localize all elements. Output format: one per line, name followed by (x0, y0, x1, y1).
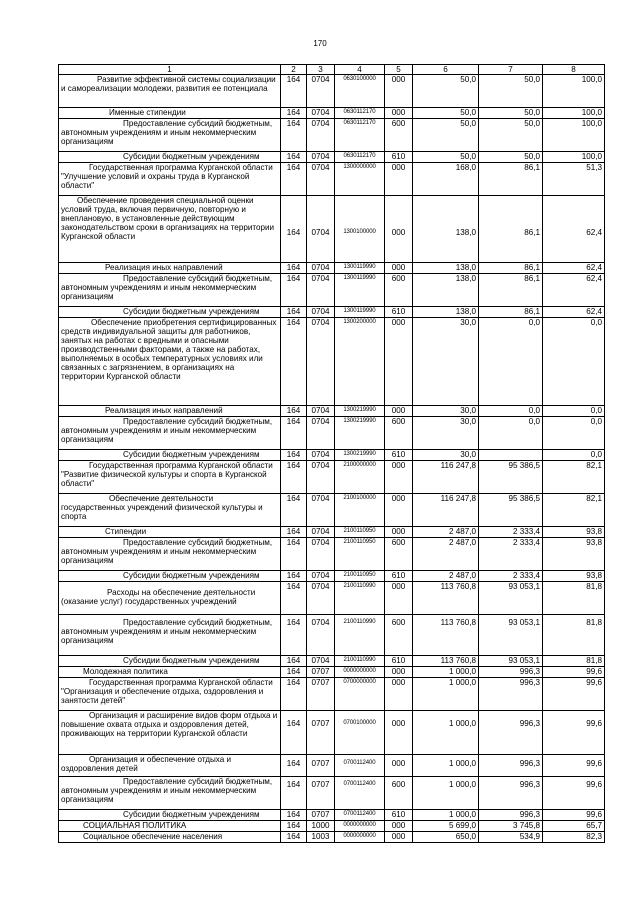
planned-amount: 1 000,0 (413, 777, 479, 810)
planned-amount: 138,0 (413, 263, 479, 274)
ministry-code: 164 (281, 810, 307, 821)
section-code: 0704 (307, 450, 335, 461)
section-code: 0704 (307, 318, 335, 406)
planned-amount: 1 000,0 (413, 678, 479, 711)
execution-percent: 0,0 (543, 450, 605, 461)
table-row (59, 263, 605, 274)
expense-type-code: 610 (385, 656, 413, 667)
execution-percent: 0,0 (543, 417, 605, 450)
target-article-code: 1300119990 (335, 307, 385, 318)
target-article-code: 0000000000 (335, 667, 385, 678)
section-code: 0704 (307, 582, 335, 615)
execution-percent: 99,6 (543, 755, 605, 777)
section-code: 0704 (307, 274, 335, 307)
expense-type-code: 000 (385, 678, 413, 711)
expense-type-code: 600 (385, 777, 413, 810)
expense-type-code: 000 (385, 163, 413, 196)
table-row (59, 494, 605, 527)
item-name: Предоставление субсидий бюджетным, автономным учреждениям и иным некоммерческим организациям (59, 777, 281, 810)
target-article-code: 0000000000 (335, 821, 385, 832)
table-row (59, 461, 605, 494)
target-article-code: 0630112170 (335, 119, 385, 152)
planned-amount: 113 760,8 (413, 656, 479, 667)
section-code: 0704 (307, 461, 335, 494)
planned-amount: 138,0 (413, 274, 479, 307)
target-article-code: 2100110990 (335, 582, 385, 615)
target-article-code: 0700112400 (335, 810, 385, 821)
expense-type-code: 000 (385, 821, 413, 832)
section-code: 0704 (307, 263, 335, 274)
section-code: 0707 (307, 755, 335, 777)
ministry-code: 164 (281, 196, 307, 263)
execution-percent: 93,8 (543, 538, 605, 571)
execution-percent: 62,4 (543, 263, 605, 274)
ministry-code: 164 (281, 538, 307, 571)
target-article-code: 1300200000 (335, 318, 385, 406)
item-name: Субсидии бюджетным учреждениям (59, 450, 281, 461)
executed-amount: 50,0 (479, 119, 543, 152)
expense-type-code: 610 (385, 571, 413, 582)
execution-percent: 93,8 (543, 527, 605, 538)
ministry-code: 164 (281, 755, 307, 777)
execution-percent: 62,4 (543, 307, 605, 318)
header-row (59, 65, 605, 75)
planned-amount: 30,0 (413, 318, 479, 406)
ministry-code: 164 (281, 527, 307, 538)
target-article-code: 0000000000 (335, 832, 385, 843)
execution-percent: 62,4 (543, 196, 605, 263)
ministry-code: 164 (281, 461, 307, 494)
section-code: 0704 (307, 307, 335, 318)
item-name: Организация и расширение видов форм отдыха и повышение охвата отдыха и оздоровления детей, проживающих на территории Курганской области (59, 711, 281, 755)
target-article-code: 0700112400 (335, 755, 385, 777)
target-article-code: 1300119990 (335, 263, 385, 274)
execution-percent: 99,6 (543, 810, 605, 821)
expense-type-code: 000 (385, 196, 413, 263)
executed-amount: 996,3 (479, 711, 543, 755)
table-row (59, 119, 605, 152)
ministry-code: 164 (281, 667, 307, 678)
executed-amount: 996,3 (479, 810, 543, 821)
execution-percent: 82,3 (543, 832, 605, 843)
execution-percent: 62,4 (543, 274, 605, 307)
planned-amount: 30,0 (413, 417, 479, 450)
executed-amount: 0,0 (479, 417, 543, 450)
execution-percent: 0,0 (543, 318, 605, 406)
expense-type-code: 600 (385, 615, 413, 656)
item-name: Субсидии бюджетным учреждениям (59, 152, 281, 163)
ministry-code: 164 (281, 307, 307, 318)
target-article-code: 0630112170 (335, 108, 385, 119)
table-row (59, 678, 605, 711)
executed-amount (479, 450, 543, 461)
execution-percent: 65,7 (543, 821, 605, 832)
item-name: Государственная программа Курганской области "Организация и обеспечение отдыха, оздоровления и занятости детей" (59, 678, 281, 711)
section-code: 1000 (307, 821, 335, 832)
header-cell: 4 (335, 65, 385, 75)
target-article-code: 1300119990 (335, 274, 385, 307)
execution-percent: 81,8 (543, 582, 605, 615)
table-row (59, 571, 605, 582)
execution-percent: 100,0 (543, 152, 605, 163)
planned-amount: 30,0 (413, 450, 479, 461)
item-name: Предоставление субсидий бюджетным, автономным учреждениям и иным некоммерческим организациям (59, 538, 281, 571)
item-name: Обеспечение проведения специальной оценки условий труда, включая первичную, повторную и внеплановую, в установленные действующим законодательством сроки в организациях на территории Курганской области (59, 196, 281, 263)
item-name: Обеспечение приобретения сертифицированных средств индивидуальной защиты для работников, занятых на работах с вредными и опасными производственными факторами, а также на работах, выполняемых в особых температурных условиях или связанных с загрязнением, в организациях на территории Курганской области (59, 318, 281, 406)
executed-amount: 0,0 (479, 406, 543, 417)
expense-type-code: 610 (385, 307, 413, 318)
expense-type-code: 000 (385, 263, 413, 274)
expense-type-code: 000 (385, 494, 413, 527)
planned-amount: 5 699,0 (413, 821, 479, 832)
executed-amount: 93 053,1 (479, 656, 543, 667)
ministry-code: 164 (281, 777, 307, 810)
item-name: Предоставление субсидий бюджетным, автономным учреждениям и иным некоммерческим организациям (59, 615, 281, 656)
table-row (59, 582, 605, 615)
executed-amount: 996,3 (479, 667, 543, 678)
section-code: 1003 (307, 832, 335, 843)
execution-percent: 100,0 (543, 75, 605, 108)
expense-type-code: 000 (385, 75, 413, 108)
expense-type-code: 610 (385, 450, 413, 461)
item-name: Расходы на обеспечение деятельности (оказание услуг) государственных учреждений (59, 582, 281, 615)
planned-amount: 1 000,0 (413, 711, 479, 755)
item-name: Предоставление субсидий бюджетным, автономным учреждениям и иным некоммерческим организациям (59, 274, 281, 307)
planned-amount: 1 000,0 (413, 667, 479, 678)
section-code: 0704 (307, 656, 335, 667)
section-code: 0704 (307, 152, 335, 163)
header-cell: 2 (281, 65, 307, 75)
section-code: 0704 (307, 163, 335, 196)
target-article-code: 0630100000 (335, 75, 385, 108)
expense-type-code: 000 (385, 667, 413, 678)
table-row (59, 527, 605, 538)
ministry-code: 164 (281, 494, 307, 527)
item-name: Именные стипендии (59, 108, 281, 119)
header-cell: 6 (413, 65, 479, 75)
planned-amount: 113 760,8 (413, 582, 479, 615)
section-code: 0704 (307, 196, 335, 263)
planned-amount: 50,0 (413, 119, 479, 152)
executed-amount: 2 333,4 (479, 527, 543, 538)
executed-amount: 93 053,1 (479, 582, 543, 615)
executed-amount: 95 386,5 (479, 461, 543, 494)
target-article-code: 1300000000 (335, 163, 385, 196)
ministry-code: 164 (281, 318, 307, 406)
expense-type-code: 610 (385, 152, 413, 163)
planned-amount: 2 487,0 (413, 527, 479, 538)
execution-percent: 93,8 (543, 571, 605, 582)
ministry-code: 164 (281, 108, 307, 119)
table-row (59, 821, 605, 832)
planned-amount: 30,0 (413, 406, 479, 417)
section-code: 0707 (307, 777, 335, 810)
executed-amount: 95 386,5 (479, 494, 543, 527)
section-code: 0704 (307, 527, 335, 538)
header-cell: 5 (385, 65, 413, 75)
target-article-code: 2100110990 (335, 656, 385, 667)
executed-amount: 86,1 (479, 307, 543, 318)
executed-amount: 86,1 (479, 163, 543, 196)
executed-amount: 996,3 (479, 777, 543, 810)
ministry-code: 164 (281, 119, 307, 152)
expense-type-code: 000 (385, 318, 413, 406)
table-row (59, 196, 605, 263)
execution-percent: 100,0 (543, 108, 605, 119)
item-name: Молодежная политика (59, 667, 281, 678)
section-code: 0707 (307, 810, 335, 821)
table-row (59, 152, 605, 163)
expense-type-code: 000 (385, 832, 413, 843)
ministry-code: 164 (281, 582, 307, 615)
table-row (59, 450, 605, 461)
section-code: 0704 (307, 615, 335, 656)
table-row (59, 832, 605, 843)
section-code: 0704 (307, 119, 335, 152)
ministry-code: 164 (281, 450, 307, 461)
table-row (59, 538, 605, 571)
table-row (59, 406, 605, 417)
ministry-code: 164 (281, 417, 307, 450)
item-name: Реализация иных направлений (59, 263, 281, 274)
section-code: 0704 (307, 417, 335, 450)
ministry-code: 164 (281, 821, 307, 832)
target-article-code: 1300219990 (335, 417, 385, 450)
execution-percent: 82,1 (543, 461, 605, 494)
executed-amount: 996,3 (479, 678, 543, 711)
header-cell: 8 (543, 65, 605, 75)
planned-amount: 50,0 (413, 108, 479, 119)
ministry-code: 164 (281, 75, 307, 108)
expense-type-code: 610 (385, 810, 413, 821)
planned-amount: 1 000,0 (413, 810, 479, 821)
table-row (59, 656, 605, 667)
table-row (59, 318, 605, 406)
planned-amount: 2 487,0 (413, 538, 479, 571)
planned-amount: 113 760,8 (413, 615, 479, 656)
table-row (59, 163, 605, 196)
table-row (59, 108, 605, 119)
item-name: Субсидии бюджетным учреждениям (59, 571, 281, 582)
executed-amount: 534,9 (479, 832, 543, 843)
planned-amount: 650,0 (413, 832, 479, 843)
ministry-code: 164 (281, 406, 307, 417)
execution-percent: 99,6 (543, 678, 605, 711)
target-article-code: 2100110990 (335, 615, 385, 656)
planned-amount: 50,0 (413, 152, 479, 163)
planned-amount: 138,0 (413, 307, 479, 318)
item-name: Обеспечение деятельности государственных учреждений физической культуры и спорта (59, 494, 281, 527)
ministry-code: 164 (281, 678, 307, 711)
executed-amount: 2 333,4 (479, 571, 543, 582)
target-article-code: 1300100000 (335, 196, 385, 263)
ministry-code: 164 (281, 711, 307, 755)
target-article-code: 0630112170 (335, 152, 385, 163)
item-name: СОЦИАЛЬНАЯ ПОЛИТИКА (59, 821, 281, 832)
table-row (59, 274, 605, 307)
target-article-code: 2100110950 (335, 527, 385, 538)
table-row (59, 417, 605, 450)
table-row (59, 810, 605, 821)
header-cell: 3 (307, 65, 335, 75)
expense-type-code: 600 (385, 119, 413, 152)
expense-type-code: 600 (385, 417, 413, 450)
ministry-code: 164 (281, 832, 307, 843)
expense-type-code: 000 (385, 527, 413, 538)
expense-type-code: 000 (385, 755, 413, 777)
executed-amount: 50,0 (479, 108, 543, 119)
ministry-code: 164 (281, 571, 307, 582)
target-article-code: 2100000000 (335, 461, 385, 494)
target-article-code: 2100110950 (335, 571, 385, 582)
item-name: Стипендии (59, 527, 281, 538)
executed-amount: 93 053,1 (479, 615, 543, 656)
section-code: 0704 (307, 494, 335, 527)
table-row (59, 755, 605, 777)
section-code: 0704 (307, 406, 335, 417)
section-code: 0704 (307, 108, 335, 119)
target-article-code: 0700112400 (335, 777, 385, 810)
item-name: Государственная программа Курганской области "Улучшение условий и охраны труда в Курганской области" (59, 163, 281, 196)
expense-type-code: 000 (385, 582, 413, 615)
item-name: Организация и обеспечение отдыха и оздоровления детей (59, 755, 281, 777)
header-cell: 1 (59, 65, 281, 75)
ministry-code: 164 (281, 274, 307, 307)
ministry-code: 164 (281, 152, 307, 163)
table-row (59, 711, 605, 755)
execution-percent: 81,8 (543, 656, 605, 667)
item-name: Субсидии бюджетным учреждениям (59, 307, 281, 318)
execution-percent: 99,6 (543, 711, 605, 755)
execution-percent: 51,3 (543, 163, 605, 196)
section-code: 0704 (307, 571, 335, 582)
planned-amount: 116 247,8 (413, 494, 479, 527)
execution-percent: 0,0 (543, 406, 605, 417)
expense-type-code: 000 (385, 711, 413, 755)
item-name: Предоставление субсидий бюджетным, автономным учреждениям и иным некоммерческим организациям (59, 119, 281, 152)
section-code: 0707 (307, 678, 335, 711)
expense-type-code: 000 (385, 406, 413, 417)
target-article-code: 2100110950 (335, 538, 385, 571)
item-name: Субсидии бюджетным учреждениям (59, 810, 281, 821)
item-name: Развитие эффективной системы социализации и самореализации молодежи, развития ее потенциала (59, 75, 281, 108)
executed-amount: 2 333,4 (479, 538, 543, 571)
executed-amount: 996,3 (479, 755, 543, 777)
execution-percent: 99,6 (543, 777, 605, 810)
executed-amount: 86,1 (479, 196, 543, 263)
item-name: Субсидии бюджетным учреждениям (59, 656, 281, 667)
expense-type-code: 600 (385, 538, 413, 571)
section-code: 0707 (307, 667, 335, 678)
executed-amount: 0,0 (479, 318, 543, 406)
target-article-code: 2100100000 (335, 494, 385, 527)
executed-amount: 50,0 (479, 75, 543, 108)
ministry-code: 164 (281, 656, 307, 667)
table-row (59, 667, 605, 678)
item-name: Государственная программа Курганской области "Развитие физической культуры и спорта в Курганской области" (59, 461, 281, 494)
ministry-code: 164 (281, 615, 307, 656)
section-code: 0704 (307, 538, 335, 571)
expense-type-code: 600 (385, 274, 413, 307)
planned-amount: 2 487,0 (413, 571, 479, 582)
page-number: 170 (313, 39, 327, 48)
executed-amount: 3 745,8 (479, 821, 543, 832)
item-name: Социальное обеспечение населения (59, 832, 281, 843)
planned-amount: 168,0 (413, 163, 479, 196)
section-code: 0704 (307, 75, 335, 108)
executed-amount: 50,0 (479, 152, 543, 163)
planned-amount: 116 247,8 (413, 461, 479, 494)
planned-amount: 50,0 (413, 75, 479, 108)
planned-amount: 1 000,0 (413, 755, 479, 777)
table-row (59, 75, 605, 108)
ministry-code: 164 (281, 163, 307, 196)
execution-percent: 100,0 (543, 119, 605, 152)
target-article-code: 1300219990 (335, 406, 385, 417)
budget-table (58, 64, 605, 843)
execution-percent: 82,1 (543, 494, 605, 527)
execution-percent: 81,8 (543, 615, 605, 656)
ministry-code: 164 (281, 263, 307, 274)
expense-type-code: 000 (385, 461, 413, 494)
table-row (59, 615, 605, 656)
target-article-code: 0700000000 (335, 678, 385, 711)
section-code: 0707 (307, 711, 335, 755)
target-article-code: 1300219990 (335, 450, 385, 461)
executed-amount: 86,1 (479, 263, 543, 274)
planned-amount: 138,0 (413, 196, 479, 263)
table-row (59, 307, 605, 318)
target-article-code: 0700100000 (335, 711, 385, 755)
expense-type-code: 000 (385, 108, 413, 119)
item-name: Предоставление субсидий бюджетным, автономным учреждениям и иным некоммерческим организациям (59, 417, 281, 450)
header-cell: 7 (479, 65, 543, 75)
executed-amount: 86,1 (479, 274, 543, 307)
table-row (59, 777, 605, 810)
item-name: Реализация иных направлений (59, 406, 281, 417)
execution-percent: 99,6 (543, 667, 605, 678)
